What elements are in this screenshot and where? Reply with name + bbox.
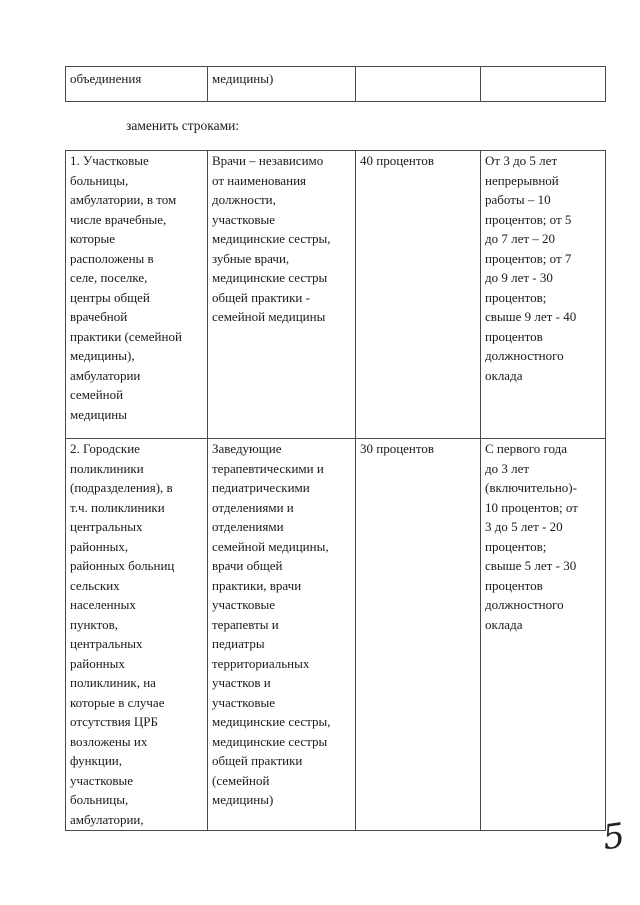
table-row (66, 151, 606, 439)
page-number: 5 (600, 815, 628, 859)
replacement-table (65, 150, 606, 831)
seniority-cell: От 3 до 5 лет непрерывной работы – 10 процентов; от 5 до 7 лет – 20 процентов; от 7 до 9 лет - 30 процентов; свыше 9 лет - 40 процентов должностного оклада (481, 151, 606, 439)
continued-table-row (65, 66, 606, 102)
cell-col1: объединения (66, 67, 208, 102)
cell-col3 (356, 67, 481, 102)
percent-cell: 40 процентов (356, 151, 481, 439)
institution-cell: 2. Городские поликлиники (подразделения), в т.ч. поликлиники центральных районных, районных больниц сельских населенных пунктов, центральных районных поликлиник, на которые в случае отсутствия ЦРБ возложены их функции, участковые больницы, амбулатории, (66, 439, 208, 831)
positions-cell: Врачи – независимо от наименования должности, участковые медицинские сестры, зубные врачи, медицинские сестры общей практики - семейной медицины (208, 151, 356, 439)
table-row (66, 67, 606, 102)
table-row (66, 439, 606, 831)
replace-with-rows-text: заменить строками: (126, 118, 240, 133)
percent-cell: 30 процентов (356, 439, 481, 831)
positions-cell: Заведующие терапевтическими и педиатрическими отделениями и отделениями семейной медицины, врачи общей практики, врачи участковые терапевты и педиатры территориальных участков и участковые медицинские сестры, медицинские сестры общей практики (семейной медицины) (208, 439, 356, 831)
seniority-cell: С первого года до 3 лет (включительно)- 10 процентов; от 3 до 5 лет - 20 процентов; свыше 5 лет - 30 процентов должностного оклада (481, 439, 606, 831)
cell-col2: медицины) (208, 67, 356, 102)
cell-col4 (481, 67, 606, 102)
institution-cell: 1. Участковые больницы, амбулатории, в том числе врачебные, которые расположены в селе, поселке, центры общей врачебной практики (семейной медицины), амбулатории семейной медицины (66, 151, 208, 439)
